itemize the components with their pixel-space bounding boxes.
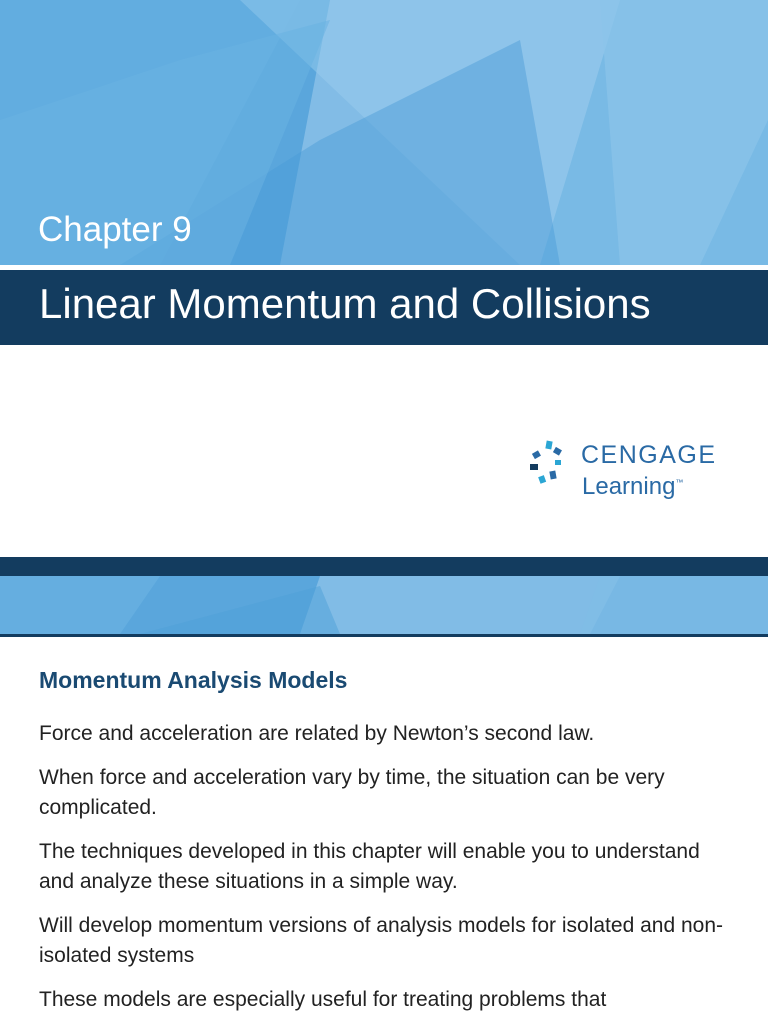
- bullet-item: When force and acceleration vary by time, the situation can be very complicated.: [39, 766, 665, 819]
- bullet-list: [39, 719, 739, 1024]
- cengage-logo: [524, 438, 724, 500]
- slide-content: [0, 557, 768, 1024]
- slide-title-text: Linear Momentum and Collisions: [39, 280, 651, 327]
- header-band-shapes: [0, 576, 768, 634]
- header-bar: [0, 557, 768, 576]
- logo-word-cengage: CENGAGE: [581, 441, 717, 469]
- bullet-item: Will develop momentum versions of analysis models for isolated and non-isolated systems: [39, 914, 723, 967]
- hero-banner: [0, 0, 768, 265]
- logo-word-learning: Learning™: [582, 473, 684, 500]
- chapter-label: Chapter 9: [38, 210, 192, 249]
- section-heading: Momentum Analysis Models: [39, 667, 348, 693]
- bullet-item: These models are especially useful for treating problems that: [39, 988, 607, 1011]
- header-band: [0, 576, 768, 634]
- bullet-item: The techniques developed in this chapter will enable you to understand and analyze these situations in a simple way.: [39, 840, 700, 893]
- bullet-item: Force and acceleration are related by Newton’s second law.: [39, 722, 595, 745]
- header-rule: [0, 634, 768, 637]
- trademark-symbol: ™: [675, 478, 684, 487]
- cengage-pinwheel-icon: [524, 438, 576, 490]
